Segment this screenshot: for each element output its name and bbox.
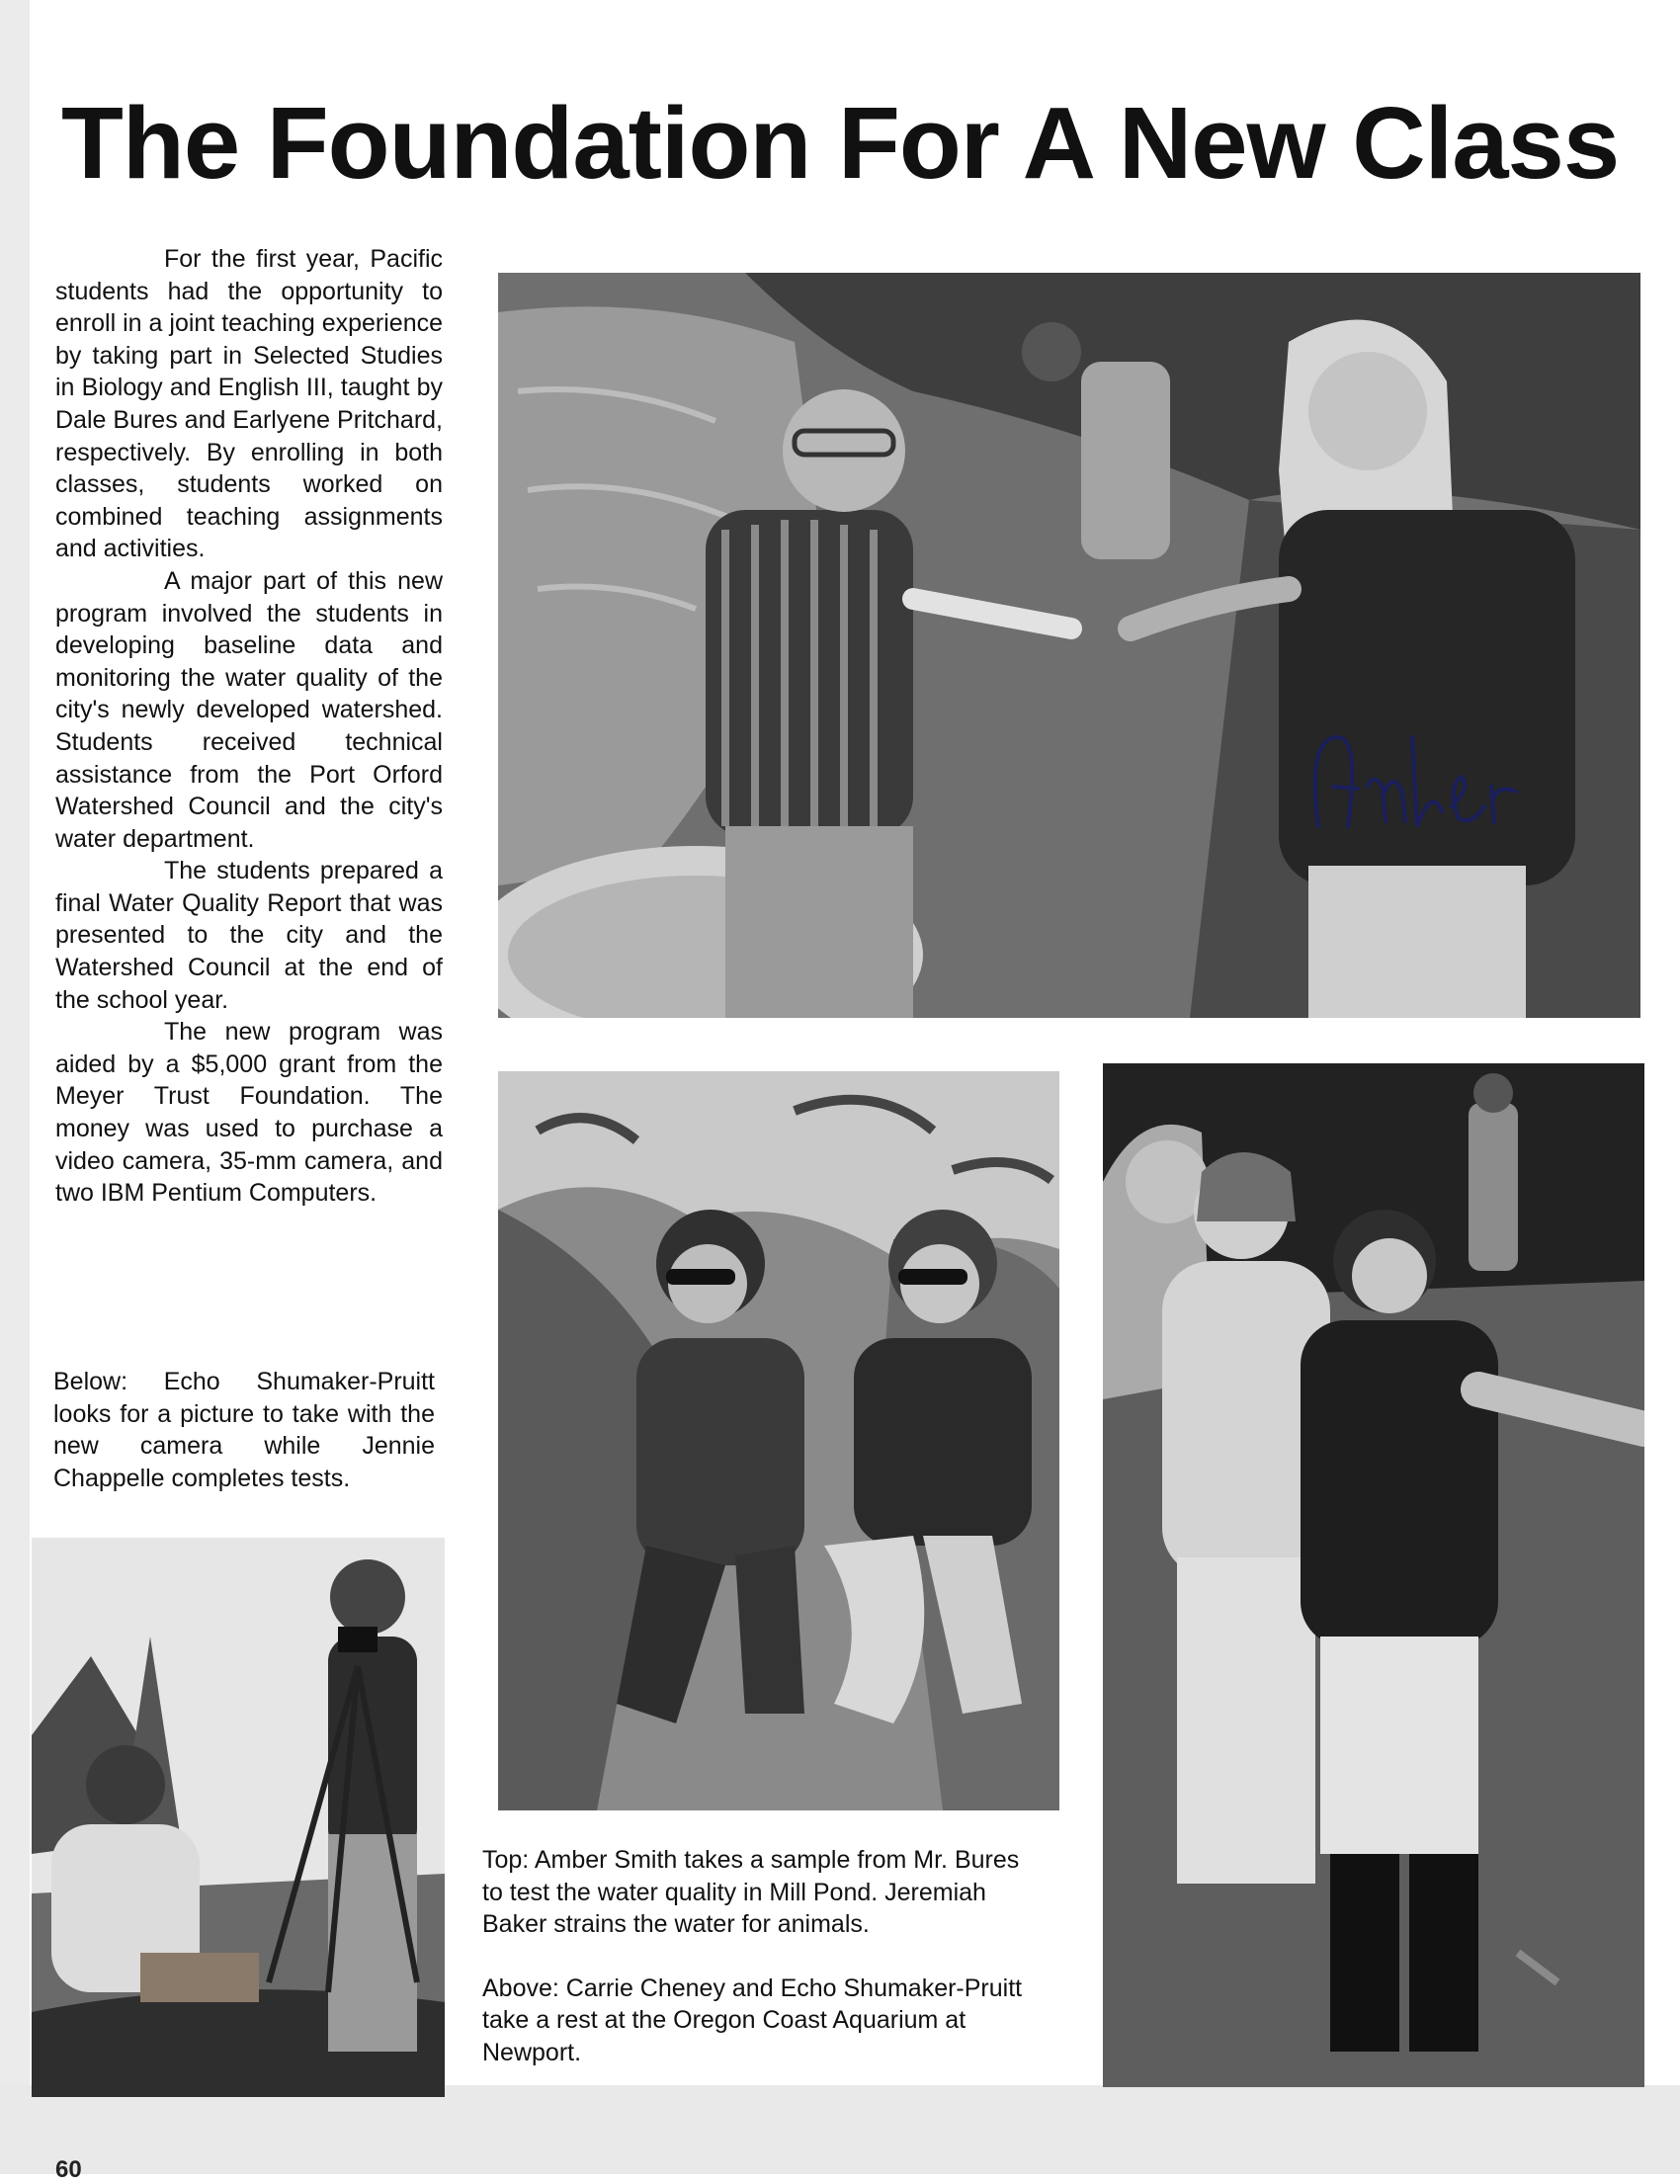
article-paragraph: For the first year, Pacific students had the opportunity to enroll in a joint teaching experience by taking part in Selected Studies in Biology and English III, taught by Dale Bures and Earlyene Pritchard, respectively. By enrolling in both classes, students worked on combined teaching assignments and activities. (55, 245, 443, 563)
photo-photographer-image (32, 1538, 445, 2097)
caption-below: Below: Echo Shumaker-Pruitt looks for a picture to take with the new camera while Jennie Chappelle completes tests. (53, 1368, 435, 1492)
article-paragraph: The new program was aided by a $5,000 grant from the Meyer Trust Foundation. The money was used to purchase a video camera, 35-mm camera, and two IBM Pentium Computers. (55, 1018, 443, 1208)
caption-above: Above: Carrie Cheney and Echo Shumaker-Pruitt take a rest at the Oregon Coast Aquarium at Newport. (482, 1974, 1023, 2066)
article-body (55, 243, 443, 1210)
photo-aquarium-rest-image (498, 1071, 1059, 1810)
caption-top: Top: Amber Smith takes a sample from Mr. Bures to test the water quality in Mill Pond. Jeremiah Baker strains the water for animals. (482, 1846, 1020, 1939)
article-paragraph: A major part of this new program involved the students in developing baseline data and monitoring the water quality of the city's newly developed watershed. Students received technical assistance from the Port Orford Watershed Council and the city's water department. (55, 566, 443, 853)
page-title: The Foundation For A New Class (61, 86, 1620, 200)
photo-aquarium-rest (498, 1071, 1059, 1810)
photo-field-tests-image (1103, 1063, 1644, 2087)
captions-right (482, 1844, 1042, 2069)
photo-field-tests (1103, 1063, 1644, 2087)
page-edge-shadow (0, 0, 30, 2174)
page-bottom-shadow (0, 2085, 1680, 2174)
photo-water-sampling-image (498, 273, 1640, 1018)
page-number: 60 (55, 2156, 82, 2183)
photo-water-sampling (498, 273, 1640, 1018)
article-paragraph: The students prepared a final Water Quality Report that was presented to the city and the Watershed Council at the end of the school year. (55, 857, 443, 1014)
photo-photographer (32, 1538, 445, 2097)
